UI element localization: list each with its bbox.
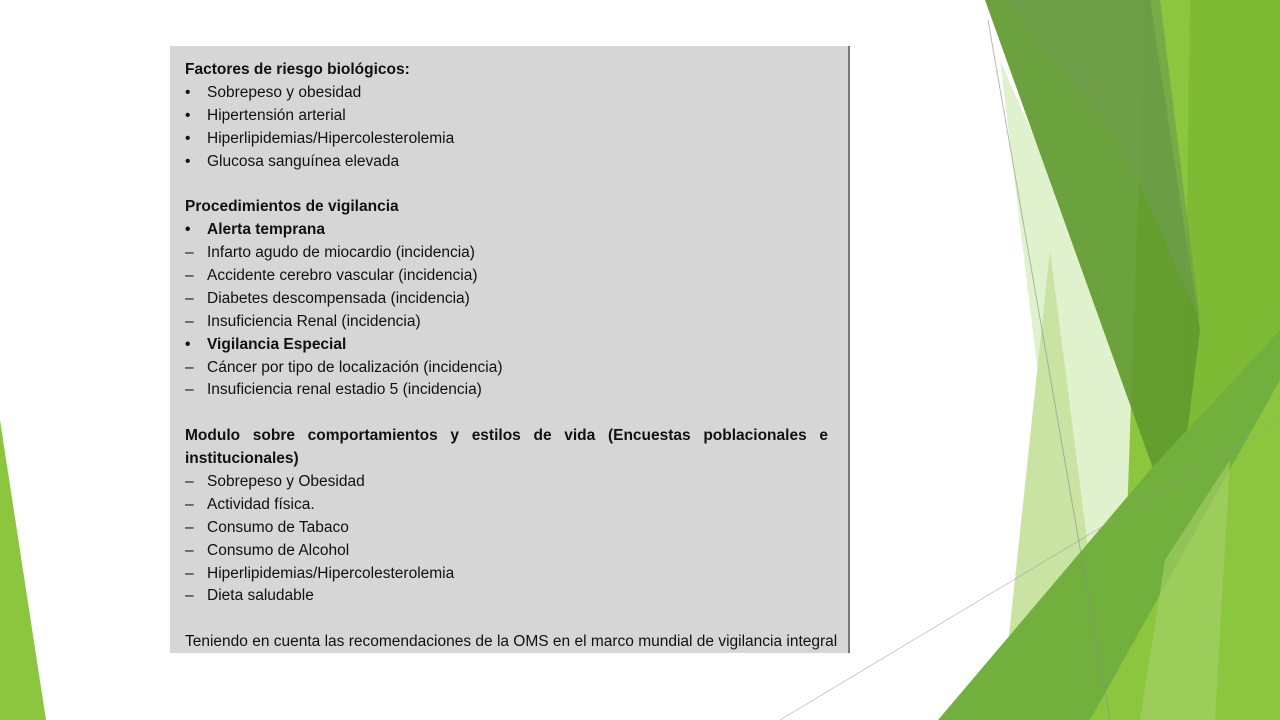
list-item-text: Consumo de Alcohol — [207, 541, 350, 559]
section-title-lifestyle-cont: institucionales) — [185, 450, 299, 468]
list-item — [185, 265, 828, 288]
subsection-label: Alerta temprana — [207, 221, 326, 239]
list-item — [185, 471, 828, 494]
list-item-text: Infarto agudo de miocardio (incidencia) — [207, 244, 475, 262]
list-item-text: Consumo de Tabaco — [207, 518, 349, 536]
list-item-text: Sobrepeso y Obesidad — [207, 473, 365, 491]
list-item — [185, 288, 828, 311]
list-item-text: Cáncer por tipo de localización (incidencia) — [207, 358, 503, 376]
list-item — [185, 379, 828, 402]
dash: – — [185, 473, 194, 491]
list-item — [185, 128, 828, 151]
bullet: • — [185, 221, 191, 239]
list-item-text: Hiperlipidemias/Hipercolesterolemia — [207, 129, 455, 147]
dash: – — [185, 244, 194, 262]
dash: – — [185, 495, 194, 513]
list-item — [185, 82, 828, 105]
list-item-text: Sobrepeso y obesidad — [207, 83, 362, 101]
left-green-strip — [0, 420, 46, 720]
spacer — [185, 402, 828, 425]
dash: – — [185, 541, 194, 559]
document-image — [170, 46, 850, 653]
section-title-lifestyle: Modulo sobre comportamientos y estilos de vida (Encuestas poblacionales e — [185, 427, 828, 445]
list-item — [185, 494, 828, 517]
subsection-early-alert — [185, 219, 828, 242]
list-item-text: Accidente cerebro vascular (incidencia) — [207, 267, 478, 285]
dash: – — [185, 564, 194, 582]
closing-paragraph: Teniendo en cuenta las recomendaciones de la OMS en el marco mundial de vigilancia integral — [185, 633, 838, 651]
section-title-surveillance: Procedimientos de vigilancia — [185, 198, 399, 216]
bullet: • — [185, 152, 191, 170]
bullet: • — [185, 335, 191, 353]
spacer — [185, 608, 828, 631]
dash: – — [185, 587, 194, 605]
list-item — [185, 151, 828, 174]
dash: – — [185, 358, 194, 376]
dash: – — [185, 312, 194, 330]
section-title-risk-factors: Factores de riesgo biológicos: — [185, 61, 410, 78]
list-item-text: Diabetes descompensada (incidencia) — [207, 289, 470, 307]
list-item-text: Hiperlipidemias/Hipercolesterolemia — [207, 564, 455, 582]
list-item-text: Glucosa sanguínea elevada — [207, 152, 400, 170]
list-item-text: Insuficiencia Renal (incidencia) — [207, 312, 421, 330]
bullet: • — [185, 83, 191, 101]
list-item-text: Hipertensión arterial — [207, 106, 346, 124]
spacer — [185, 173, 828, 196]
list-item — [185, 311, 828, 334]
dash: – — [185, 381, 194, 399]
list-item — [185, 357, 828, 380]
list-item — [185, 563, 828, 586]
list-item-text: Dieta saludable — [207, 587, 314, 605]
list-item — [185, 517, 828, 540]
bullet: • — [185, 129, 191, 147]
subsection-special-surveillance — [185, 334, 828, 357]
bullet: • — [185, 106, 191, 124]
dash: – — [185, 267, 194, 285]
dash: – — [185, 518, 194, 536]
list-item — [185, 242, 828, 265]
list-item-text: Insuficiencia renal estadio 5 (incidencia) — [207, 381, 482, 399]
subsection-label: Vigilancia Especial — [207, 335, 347, 353]
list-item — [185, 585, 828, 608]
list-item — [185, 540, 828, 563]
dash: – — [185, 289, 194, 307]
list-item-text: Actividad física. — [207, 495, 315, 513]
list-item — [185, 105, 828, 128]
